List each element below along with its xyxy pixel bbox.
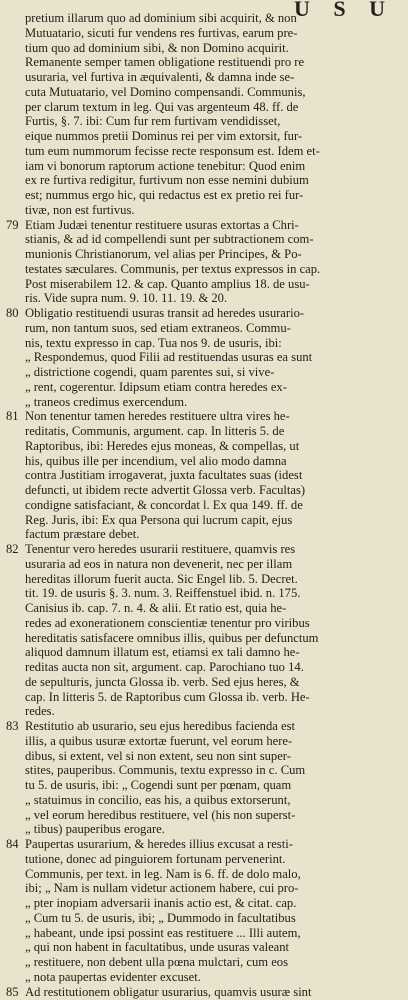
text-line — [0, 261, 408, 277]
line-text: dibus, si extent, vel si non extent, seu non sint super- — [25, 748, 291, 763]
line-text: ex re furtiva redigitur, furtivum non esse nemini dubium — [25, 173, 309, 188]
line-text: illis, a quibus usuræ extortæ fuerunt, vel eorum here- — [25, 733, 293, 748]
text-line — [0, 659, 408, 675]
paragraph-number: 79 — [6, 217, 19, 232]
line-text: nis, textu expresso in cap. Tua nos 9. de usuris, ibi: — [25, 335, 282, 350]
text-line — [0, 895, 408, 911]
text-line — [0, 644, 408, 660]
line-text: de sepulturis, juncta Glossa ib. verb. Sed ejus heres, & — [25, 674, 300, 689]
line-text: Mutuatario, sicuti fur vendens res furtivas, earum pre- — [25, 25, 298, 40]
line-text: aliquod damnum illatum est, etiamsi ex tali damno he- — [25, 645, 300, 660]
text-line — [0, 364, 408, 380]
line-text: Furtis, §. 7. ibi: Cum fur rem furtivam vendidisset, — [25, 114, 281, 129]
line-text: defuncti, ut ibidem recte advertit Glossa verb. Facultas) — [25, 483, 306, 497]
text-line — [0, 394, 408, 410]
line-text: Canisius ib. cap. 7. n. 4. & alii. Et ratio est, quia he- — [25, 601, 287, 615]
line-text: redes. — [25, 704, 55, 719]
paragraph-number: 83 — [6, 719, 19, 733]
text-line — [0, 379, 408, 395]
text-line — [0, 689, 408, 705]
text-line — [0, 497, 408, 513]
text-line — [0, 939, 408, 955]
line-text: „ Respondemus, quod Filii ad restituendas usuras ea sunt — [25, 350, 313, 365]
text-line — [0, 25, 408, 41]
text-line — [0, 290, 408, 306]
line-text: condigne satisfaciant, & concordat l. Ex qua 149. ff. de — [25, 497, 303, 512]
paragraph-number: 85 — [6, 984, 19, 999]
text-line — [0, 187, 408, 203]
text-line — [0, 158, 408, 174]
text-line — [0, 438, 408, 454]
line-text: iam vi bonorum raptorum actione tenebitur: Quod enim — [25, 158, 306, 173]
line-text: hereditatis satisfacere omnibus illis, quibus per defunctum — [25, 630, 319, 645]
line-text: „ tibus) pauperibus erogare. — [25, 822, 165, 837]
line-text: Restitutio ab usurario, seu ejus heredibus facienda est — [25, 719, 295, 733]
line-text: usuraria, vel furtiva in æquivalenti, & damna inde se- — [25, 70, 295, 84]
line-text: Tenentur vero heredes usurarii restituere, quamvis res — [25, 542, 296, 556]
line-text: tu 5. de usuris, ibi: „ Cogendi sunt per pœnam, quam — [25, 778, 292, 792]
paragraph-start-line — [0, 984, 408, 1000]
paragraph-start-line — [0, 718, 408, 734]
text-line — [0, 762, 408, 778]
line-text: usuraria ad eos in natura non devenerit, nec per illam — [25, 556, 293, 571]
text-line — [0, 320, 408, 336]
line-text: tivæ, non est furtivus. — [25, 202, 135, 217]
line-text: Etiam Judæi tenentur restituere usuras extortas a Chri- — [25, 217, 299, 232]
text-line — [0, 40, 408, 56]
paragraph-start-line — [0, 305, 408, 321]
line-text: „ qui non habent in facultatibus, unde usuras valeant — [25, 940, 290, 955]
text-line — [0, 10, 408, 26]
line-text: „ habeant, unde ipsi possint eas restituere ... Illi autem, — [25, 925, 301, 940]
line-text: Raptoribus, ibi: Heredes ejus moneas, & compellas, ut — [25, 438, 300, 453]
running-head-title: U S U — [293, 0, 394, 21]
line-text: per clarum textum in leg. Qui vas argenteum 48. ff. de — [25, 99, 299, 114]
paragraph-number: 82 — [6, 542, 19, 556]
line-text: „ traneos credimus exercendum. — [25, 394, 188, 409]
line-text: tit. 19. de usuris §. 3. num. 3. Reiffenstuel ibid. n. 175. — [25, 586, 301, 601]
line-text: „ statuimus in concilio, eas his, a quibus extorserunt, — [25, 792, 291, 807]
line-text: Remanente semper tamen obligatione restituendi pro re — [25, 55, 305, 70]
text-line — [0, 482, 408, 498]
text-line — [0, 526, 408, 542]
line-text: rum, non tantum suos, sed etiam extraneos. Commu- — [25, 320, 291, 335]
text-line — [0, 128, 408, 144]
text-line — [0, 880, 408, 896]
line-text: reditatis, Communis, argument. cap. In litteris 5. de — [25, 424, 285, 438]
line-text: Obligatio restituendi usuras transit ad heredes usurario- — [25, 306, 305, 320]
line-text: Reg. Juris, ibi: Ex qua Persona qui lucrum capit, ejus — [25, 512, 293, 527]
text-line — [0, 910, 408, 926]
line-text: munionis Christianorum, vel alias per Principes, & Po- — [25, 247, 302, 261]
line-text: redes ad exonerationem conscientiæ tenentur pro viribus — [25, 615, 310, 630]
line-text: reditas aucta non sit, argument. cap. Parochiano tuo 14. — [25, 660, 304, 674]
text-line — [0, 954, 408, 970]
line-text: hereditas illorum fuerit aucta. Sic Engel lib. 5. Decret. — [25, 571, 298, 586]
text-line — [0, 172, 408, 188]
text-line — [0, 99, 408, 115]
line-text: factum præstare debet. — [25, 527, 140, 542]
text-line — [0, 969, 408, 985]
text-line — [0, 335, 408, 351]
text-line — [0, 748, 408, 764]
line-text: stianis, & ad id compellendi sunt per subtractionem com- — [25, 232, 314, 247]
paragraph-number: 84 — [6, 837, 19, 851]
line-text: Ad restitutionem obligatur usurarius, quamvis usuræ sint — [25, 984, 312, 999]
text-line — [0, 84, 408, 100]
text-line — [0, 113, 408, 129]
line-text: „ restituere, non debent ulla pœna mulctari, cum eos — [25, 955, 288, 969]
line-text: „ rent, cogerentur. Idipsum etiam contra heredes ex- — [25, 379, 287, 394]
line-text: ris. Vide supra num. 9. 10. 11. 19. & 20. — [25, 291, 228, 306]
line-text: Non tenentur tamen heredes restituere ultra vires he- — [25, 409, 290, 424]
line-text: Communis, per text. in leg. Nam is 6. ff. de dolo malo, — [25, 866, 301, 881]
text-line — [0, 866, 408, 882]
line-text: Post miserabilem 12. & cap. Quanto amplius 18. de usu- — [25, 276, 310, 291]
line-text: stites, pauperibus. Communis, textu expresso in c. Cum — [25, 763, 306, 778]
paragraph-start-line — [0, 408, 408, 424]
line-text: „ districtione cogendi, quam parentes sui, si vive- — [25, 365, 275, 379]
text-line — [0, 54, 408, 70]
paragraph-start-line — [0, 541, 408, 557]
text-line — [0, 733, 408, 749]
text-line — [0, 600, 408, 616]
text-line — [0, 276, 408, 292]
line-text: his, quibus ille per incendium, vel alio modo damna — [25, 453, 287, 468]
line-text: est; nummus ergo hic, qui redactus est ex pretio rei fur- — [25, 188, 304, 202]
text-line — [0, 143, 408, 159]
line-text: tium quo ad dominium sibi, & non Domino acquirit. — [25, 40, 289, 55]
text-line — [0, 571, 408, 587]
text-line — [0, 423, 408, 439]
text-line — [0, 925, 408, 941]
line-text: „ Cum tu 5. de usuris, ibi; „ Dummodo in facultatibus — [25, 910, 296, 925]
text-line — [0, 674, 408, 690]
paragraph-start-line — [0, 836, 408, 852]
text-line — [0, 69, 408, 85]
line-text: Paupertas usurarium, & heredes illius excusat a resti- — [25, 837, 293, 851]
text-line — [0, 231, 408, 247]
text-line — [0, 453, 408, 469]
text-line — [0, 246, 408, 262]
line-text: „ pter inopiam adversarii inanis actio est, & citat. cap. — [25, 896, 297, 910]
paragraph-number: 80 — [6, 306, 19, 320]
text-line — [0, 851, 408, 867]
paragraph-number: 81 — [6, 409, 19, 424]
text-line — [0, 202, 408, 218]
line-text: „ vel eorum heredibus restituere, vel (his non superst- — [25, 807, 296, 822]
line-text: pretium illarum quo ad dominium sibi acquirit, & non — [25, 11, 297, 25]
text-line — [0, 585, 408, 601]
text-line — [0, 777, 408, 793]
text-line — [0, 556, 408, 572]
text-line — [0, 703, 408, 719]
text-line — [0, 349, 408, 365]
line-text: tum eum nummorum fecisse recte responsum est. Idem et- — [25, 143, 320, 158]
text-line — [0, 467, 408, 483]
line-text: testates sæculares. Communis, per textus expressos in cap. — [25, 261, 321, 276]
line-text: ibi; „ Nam is nullam videtur actionem habere, cui pro- — [25, 881, 299, 896]
text-line — [0, 821, 408, 837]
line-text: eique nummos pretii Dominus rei per vim extorsit, fur- — [25, 129, 303, 143]
paragraph-start-line — [0, 217, 408, 233]
text-line — [0, 512, 408, 528]
line-text: tutione, donec ad pinguiorem fortunam pervenerint. — [25, 851, 286, 866]
line-text: contra Justitiam irrogaverat, juxta facultates suas (idest — [25, 468, 303, 483]
text-line — [0, 630, 408, 646]
text-line — [0, 792, 408, 808]
line-text: cap. In litteris 5. de Raptoribus cum Glossa ib. verb. He- — [25, 689, 310, 704]
line-text: cuta Mutuatario, vel Domino compensandi. Communis, — [25, 84, 306, 99]
text-line — [0, 615, 408, 631]
text-line — [0, 807, 408, 823]
line-text: „ nota paupertas evidenter excuset. — [25, 969, 201, 984]
